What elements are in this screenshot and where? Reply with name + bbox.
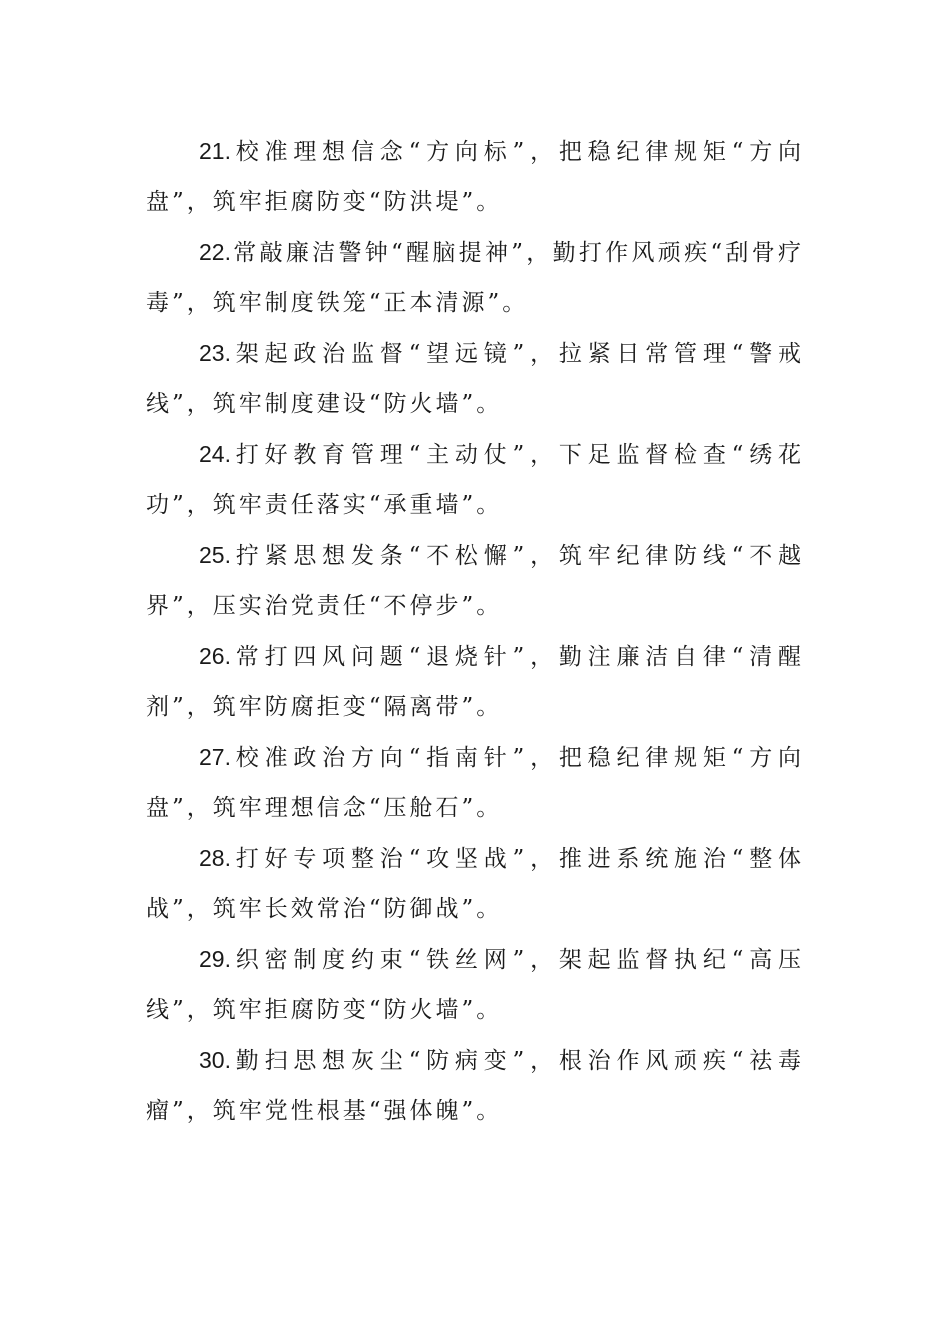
item-text: 打好教育管理“主动仗”，下足监督检查“绣花功”，筑牢责任落实“承重墙”。 — [146, 442, 804, 518]
item-number: 21. — [199, 138, 231, 164]
item-text: 架起政治监督“望远镜”，拉紧日常管理“警戒线”，筑牢制度建设“防火墙”。 — [146, 341, 804, 417]
item-number: 23. — [199, 340, 231, 366]
item-text: 校准理想信念“方向标”，把稳纪律规矩“方向盘”，筑牢拒腐防变“防洪堤”。 — [146, 139, 804, 215]
item-number: 30. — [199, 1047, 231, 1073]
item-text: 打好专项整治“攻坚战”，推进系统施治“整体战”，筑牢长效常治“防御战”。 — [146, 846, 804, 922]
item-text: 校准政治方向“指南针”，把稳纪律规矩“方向盘”，筑牢理想信念“压舱石”。 — [146, 745, 804, 821]
item-text: 拧紧思想发条“不松懈”，筑牢纪律防线“不越界”，压实治党责任“不停步”。 — [146, 543, 804, 619]
item-text: 常打四风问题“退烧针”，勤注廉洁自律“清醒剂”，筑牢防腐拒变“隔离带”。 — [146, 644, 804, 720]
paragraph-26 — [146, 631, 804, 732]
item-number: 26. — [199, 643, 231, 669]
paragraph-29 — [146, 934, 804, 1035]
item-number: 29. — [199, 946, 231, 972]
item-text: 常敲廉洁警钟“醒脑提神”，勤打作风顽疾“刮骨疗毒”，筑牢制度铁笼“正本清源”。 — [146, 240, 804, 316]
paragraph-23 — [146, 328, 804, 429]
item-number: 22. — [199, 239, 231, 265]
paragraph-27 — [146, 732, 804, 833]
paragraph-25 — [146, 530, 804, 631]
item-number: 24. — [199, 441, 231, 467]
item-number: 25. — [199, 542, 231, 568]
document-body — [146, 126, 804, 1136]
paragraph-22 — [146, 227, 804, 328]
item-text: 勤扫思想灰尘“防病变”，根治作风顽疾“祛毒瘤”，筑牢党性根基“强体魄”。 — [146, 1048, 804, 1124]
item-number: 27. — [199, 744, 231, 770]
item-number: 28. — [199, 845, 231, 871]
paragraph-28 — [146, 833, 804, 934]
item-text: 织密制度约束“铁丝网”，架起监督执纪“高压线”，筑牢拒腐防变“防火墙”。 — [146, 947, 804, 1023]
paragraph-30 — [146, 1035, 804, 1136]
paragraph-24 — [146, 429, 804, 530]
paragraph-21 — [146, 126, 804, 227]
